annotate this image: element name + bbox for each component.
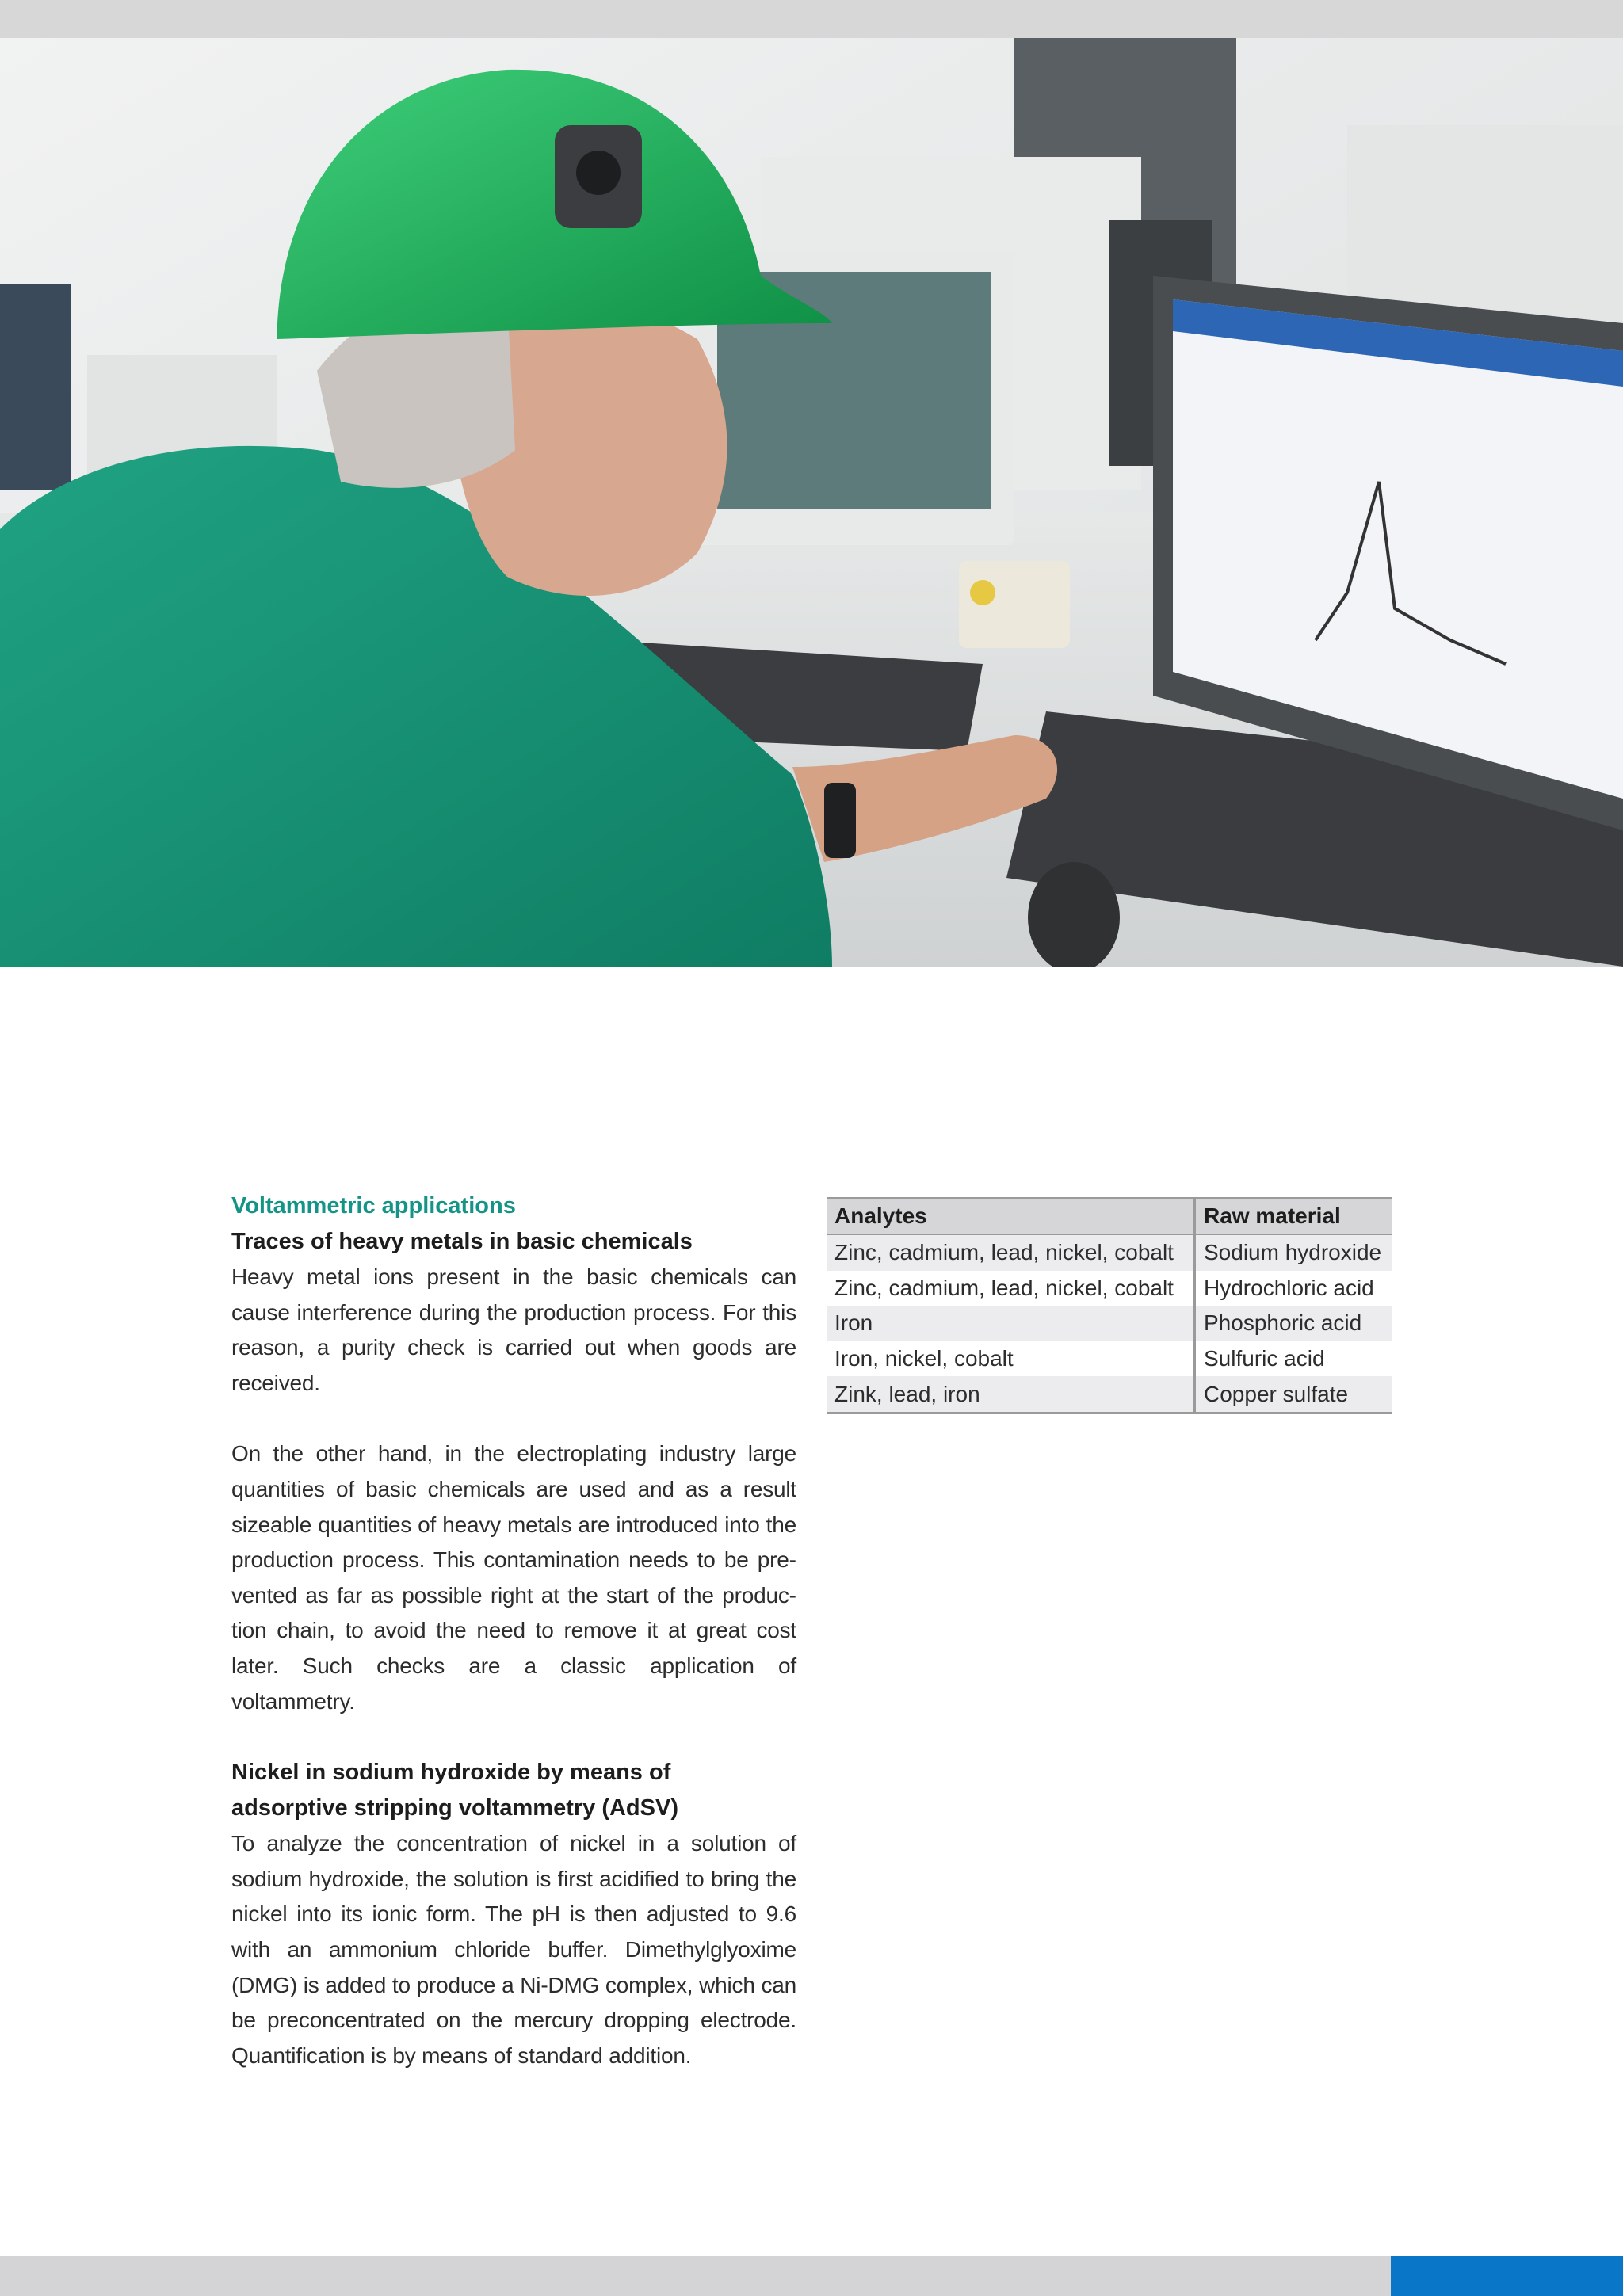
header-raw-material: Raw material xyxy=(1195,1198,1392,1234)
photo-illustration xyxy=(0,38,1623,967)
table-header-row xyxy=(827,1198,1392,1234)
paragraph-purity-check: Heavy metal ions present in the basic chemicals can cause interference during the production process. For this reason, a purity check is carried out when goods are received. xyxy=(231,1264,796,1395)
section-label: Voltammetric applications xyxy=(231,1193,516,1219)
table-row xyxy=(827,1306,1392,1341)
cell-analytes: Zinc, cadmium, lead, nickel, cobalt xyxy=(827,1271,1195,1306)
cell-raw-material: Hydrochloric acid xyxy=(1195,1271,1392,1306)
cell-analytes: Zink, lead, iron xyxy=(827,1376,1195,1413)
table-row xyxy=(827,1234,1392,1271)
cell-raw-material: Sulfuric acid xyxy=(1195,1341,1392,1377)
heading-nickel-line-2: adsorptive stripping voltammetry (AdSV) xyxy=(231,1795,678,1821)
analytes-table-wrap xyxy=(827,1197,1392,1414)
analytes-table xyxy=(827,1197,1392,1414)
cell-raw-material: Phosphoric acid xyxy=(1195,1306,1392,1341)
footer-brand-accent xyxy=(1391,2256,1623,2296)
cell-raw-material: Copper sulfate xyxy=(1195,1376,1392,1413)
top-bar xyxy=(0,0,1623,38)
table-row xyxy=(827,1271,1392,1306)
table-row xyxy=(827,1341,1392,1377)
table-row xyxy=(827,1376,1392,1413)
cell-analytes: Zinc, cadmium, lead, nickel, cobalt xyxy=(827,1234,1195,1271)
cell-analytes: Iron, nickel, cobalt xyxy=(827,1341,1195,1377)
lab-technician-photo xyxy=(0,38,1623,967)
heading-heavy-metals: Traces of heavy metals in basic chemicals xyxy=(231,1229,693,1254)
article-text xyxy=(231,1188,796,2073)
header-analytes: Analytes xyxy=(827,1198,1195,1234)
footer-bar xyxy=(0,2256,1623,2296)
paragraph-nickel-method: To analyze the concentration of nickel in a solution of sodium hydroxide, the solution is first acidified to bring the nickel into its ionic form. The pH is then adjusted to 9.6 with an ammonium chloride buffer. Dimethylglyoxime (DMG) is added to produce a Ni-DMG complex, which can be preconcentrated on the mercury dropping electrode. Quantification is by means of standard addition. xyxy=(231,1831,796,2068)
heading-nickel-line-1: Nickel in sodium hydroxide by means of xyxy=(231,1760,671,1786)
cell-raw-material: Sodium hydroxide xyxy=(1195,1234,1392,1271)
paragraph-electroplating: On the other hand, in the electroplating industry large quantities of basic chemicals are used and as a result sizeable quantities of heavy metals are introduced into the production process. This contamination needs to be prevented as far as possible right at the start of the production chain, to avoid the need to remove it at great cost later. Such checks are a classic application of voltammetry. xyxy=(231,1441,796,1714)
paragraph-spacer xyxy=(231,1401,796,1436)
paragraph-spacer xyxy=(231,1719,796,1755)
cell-analytes: Iron xyxy=(827,1306,1195,1341)
